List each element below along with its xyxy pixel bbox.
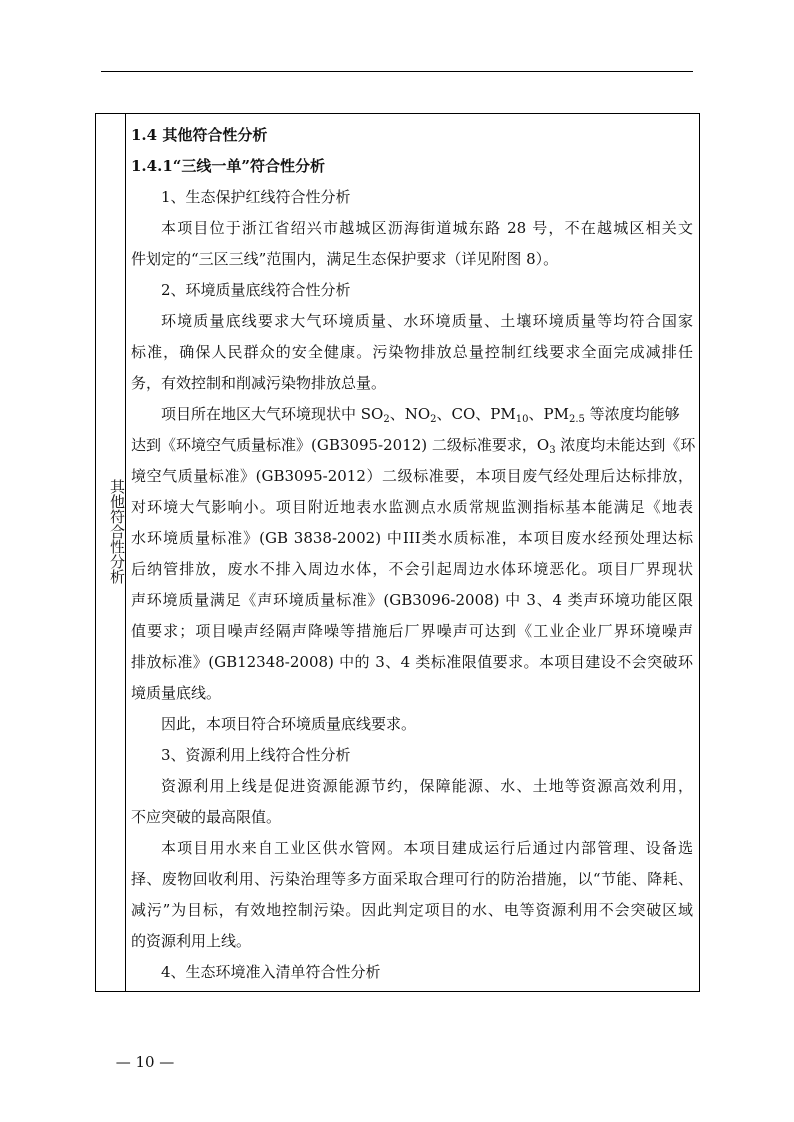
paragraph-line: 标准，确保人民群众的安全健康。污染物排放总量控制红线要求全面完成减排任	[131, 343, 693, 361]
side-column	[96, 114, 126, 991]
item-heading-1: 1、生态保护红线符合性分析	[161, 188, 351, 206]
analysis-table	[95, 113, 700, 992]
item-heading-4: 4、生态环境准入清单符合性分析	[161, 963, 381, 981]
paragraph-line: 本项目用水来自工业区供水管网。本项目建成运行后通过内部管理、设备选	[161, 839, 693, 857]
text-run: 等浓度均能够	[584, 405, 680, 423]
text-run: 浓度均未能达到《环	[555, 436, 696, 454]
paragraph-line: 件划定的“三区三线”范围内，满足生态保护要求（详见附图 8）。	[131, 250, 559, 268]
side-label: 其他符合性分析	[108, 479, 126, 584]
subscript: 2.5	[568, 414, 585, 425]
subscript: 10	[515, 414, 529, 425]
text-run: 、CO、PM	[436, 405, 516, 423]
header-rule	[101, 71, 693, 72]
item-heading-2: 2、环境质量底线符合性分析	[161, 281, 351, 299]
paragraph-line: 排放标准》(GB12348-2008) 中的 3、4 类标准限值要求。本项目建设不会突破环	[131, 653, 693, 671]
subscript: 3	[549, 445, 556, 456]
paragraph-line: 声环境质量满足《声环境质量标准》(GB3096-2008) 中 3、4 类声环境功能区限	[131, 591, 693, 609]
paragraph-line: 境空气质量标准》(GB3095-2012）二级标准要，本项目废气经处理后达标排放，	[131, 467, 693, 485]
paragraph-line: 本项目位于浙江省绍兴市越城区沥海街道城东路 28 号，不在越城区相关文	[161, 219, 693, 237]
paragraph-line: 后纳管排放，废水不排入周边水体，不会引起周边水体环境恶化。项目厂界现状	[131, 560, 693, 578]
section-subtitle: 1.4.1“三线一单”符合性分析	[131, 157, 326, 175]
paragraph-line-ozone	[131, 430, 696, 461]
text-run: 、PM	[528, 405, 569, 423]
paragraph-line: 环境质量底线要求大气环境质量、水环境质量、土壤环境质量等均符合国家	[161, 312, 693, 330]
subscript: 2	[383, 414, 390, 425]
paragraph-line-pollutants	[131, 399, 693, 430]
paragraph-line: 因此，本项目符合环境质量底线要求。	[161, 715, 417, 733]
paragraph-line: 对环境大气影响小。项目附近地表水监测点水质常规监测指标基本能满足《地表	[131, 498, 693, 516]
paragraph-line: 择、废物回收利用、污染治理等多方面采取合理可行的防治措施，以“节能、降耗、	[131, 870, 693, 888]
text-run: 项目所在地区大气环境现状中 SO	[161, 405, 384, 423]
paragraph-line: 的资源利用上线。	[131, 932, 252, 950]
content-cell	[131, 120, 696, 988]
subscript: 2	[430, 414, 437, 425]
paragraph-line: 水环境质量标准》(GB 3838-2002) 中III类水质标准，本项目废水经预处理达标	[131, 529, 693, 547]
paragraph-line: 减污”为目标，有效地控制污染。因此判定项目的水、电等资源利用不会突破区域	[131, 901, 693, 919]
paragraph-line: 务，有效控制和削减污染物排放总量。	[131, 374, 387, 392]
item-heading-3: 3、资源利用上线符合性分析	[161, 746, 351, 764]
paragraph-line: 不应突破的最高限值。	[131, 808, 282, 826]
paragraph-line: 资源利用上线是促进资源能源节约，保障能源、水、土地等资源高效利用，	[161, 777, 693, 795]
page-number: — 10 —	[115, 1053, 175, 1071]
text-run: 、NO	[389, 405, 431, 423]
text-run: 达到《环境空气质量标准》(GB3095-2012) 二级标准要求，O	[131, 436, 550, 454]
section-title: 1.4 其他符合性分析	[131, 126, 268, 144]
paragraph-line: 境质量底线。	[131, 684, 222, 702]
paragraph-line: 值要求；项目噪声经隔声降噪等措施后厂界噪声可达到《工业企业厂界环境噪声	[131, 622, 693, 640]
